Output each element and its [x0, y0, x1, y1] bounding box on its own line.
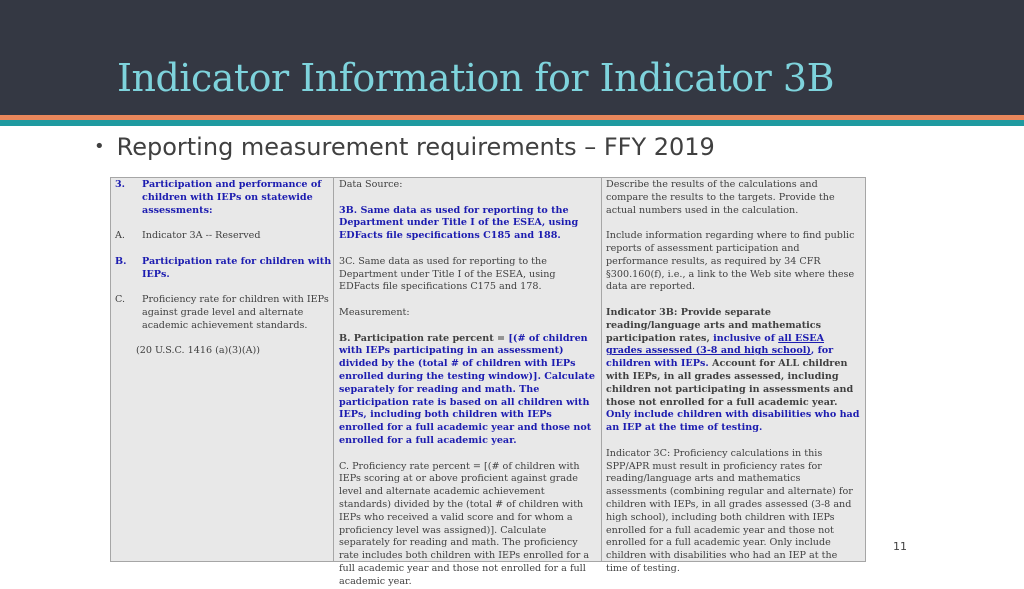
- bullet-text: Reporting measurement requirements – FFY 2019: [116, 133, 715, 161]
- source-3b: 3B. Same data as used for reporting to the Department under Title I of the ESEA, using EDFacts file specifications C185 and 188.: [339, 204, 579, 242]
- item-b: B. Participation rate for children with IEPs.: [115, 255, 332, 280]
- instructions-3b: Indicator 3B: Provide separate reading/language arts and mathematics participation rates, inclusive of all ESEA grades assessed (3-8 and high school), for children with IEPs. Account for ALL children with IEPs, in all grades assessed, including children not participating in assessments and those not enrolled for a full academic year. Only include children with disabilities who had an IEP at the time of testing.: [606, 306, 860, 434]
- bullet-item: [94, 133, 715, 161]
- slide-title: Indicator Information for Indicator 3B: [117, 56, 835, 100]
- instructions-column: [602, 178, 865, 574]
- measurement-label: Measurement:: [339, 306, 410, 318]
- source-3c: 3C. Same data as used for reporting to the Department under Title I of the ESEA, using EDFacts file specifications C175 and 178.: [339, 255, 556, 293]
- accent-stripe-teal: [0, 120, 1024, 126]
- measurement-b: B. Participation rate percent = [(# of children with IEPs participating in an assessment) divided by the (total # of children with IEPs enrolled during the testing window)]. Calculate separately for reading and math. The participation rate is based on all children with IEPs, including both children with IEPs enrolled for a full academic year and those not enrolled for a full academic year.: [339, 332, 595, 446]
- item-c: C. Proficiency rate for children with IEPs against grade level and alternate academic achievement standards.: [115, 294, 329, 331]
- esea-grades-link: all ESEA grades assessed (3-8 and high school): [606, 332, 825, 357]
- measurement-c: C. Proficiency rate percent = [(# of children with IEPs scoring at or above proficient against grade level and alternate academic achievement standards) divided by the (total # of children with IEPs who received a valid score and for whom a proficiency level was assigned)]. Calculate separately for reading and math. The proficiency rate includes both children with IEPs enrolled for a full academic year and those not enrolled for a full academic year.: [339, 460, 590, 587]
- citation: (20 U.S.C. 1416 (a)(3)(A)): [136, 345, 261, 357]
- page-number: 11: [893, 540, 907, 553]
- indicator-column: [111, 178, 334, 561]
- data-source-column: [334, 178, 602, 587]
- bullet-dot-icon: •: [94, 136, 105, 157]
- item-3: 3. Participation and performance of children with IEPs on statewide assessments:: [115, 179, 322, 216]
- data-source-label: Data Source:: [339, 179, 403, 190]
- instructions-p2: Include information regarding where to find public reports of assessment participation and performance results, as required by 34 CFR §300.160(f), i.e., a link to the Web site where these data are reported.: [606, 230, 855, 293]
- instructions-3c: Indicator 3C: Proficiency calculations in this SPP/APR must result in proficiency rates for reading/language arts and mathematics assessments (combining regular and alternate) for children with IEPs, in all grades assessed (3-8 and high school), including both children with IEPs enrolled for a full academic year and those not enrolled for a full academic year. Only include children with disabilities who had an IEP at the time of testing.: [606, 447, 853, 574]
- requirements-table: [110, 177, 866, 587]
- item-a: A. Indicator 3A -- Reserved: [115, 230, 261, 242]
- instructions-p1: Describe the results of the calculations and compare the results to the targets. Provide the actual numbers used in the calculation.: [606, 179, 835, 216]
